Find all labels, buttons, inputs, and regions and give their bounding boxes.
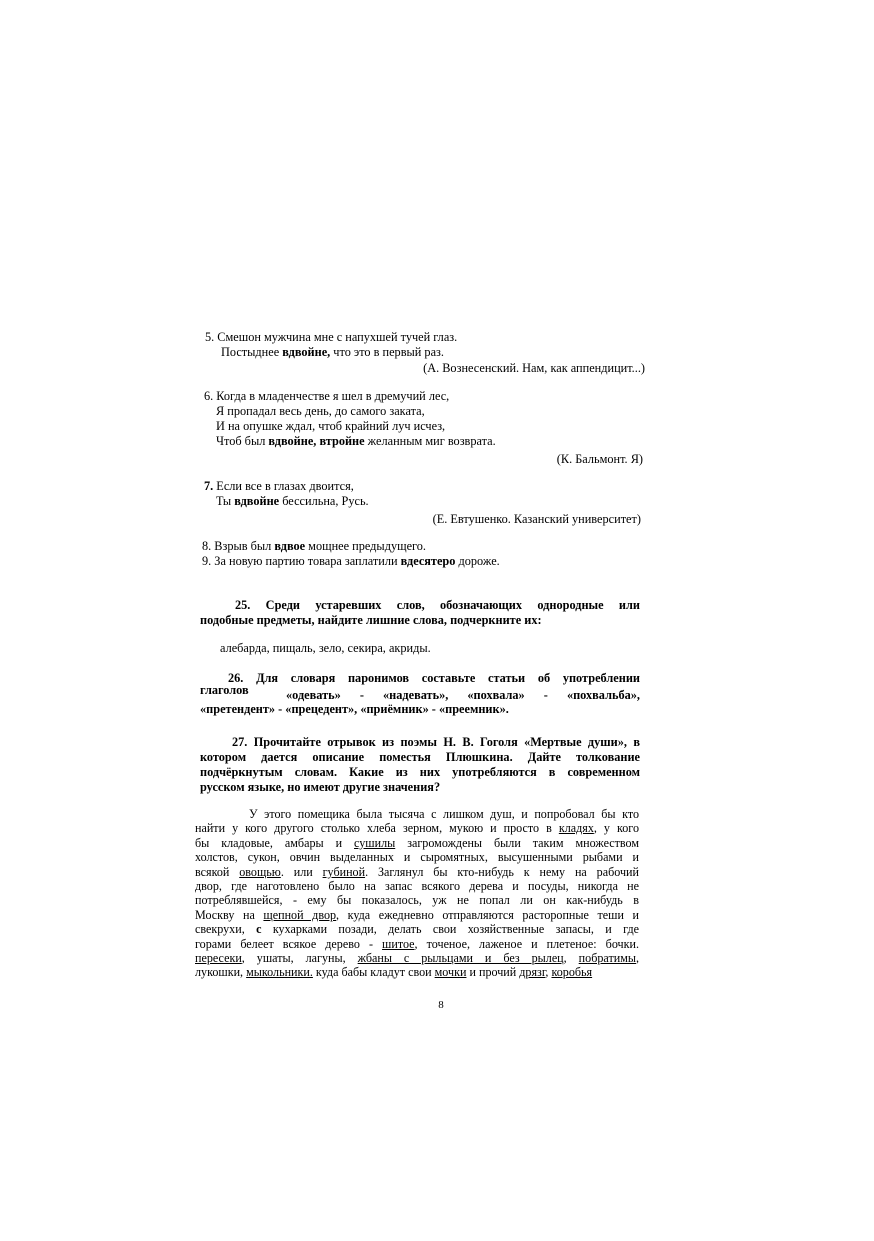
page-number: 8: [438, 999, 444, 1011]
example-9: 9. За новую партию товара заплатили вдесятеро дороже.: [202, 554, 500, 568]
task-25-line-2: подобные предметы, найдите лишние слова, подчеркните их:: [200, 613, 542, 627]
example-6-line-1: 6. Когда в младенчестве я шел в дремучий лес,: [204, 389, 450, 403]
task-27-line-3: подчёркнутым словам. Какие из них употребляются в современном: [200, 765, 640, 779]
gogol-excerpt: [195, 807, 639, 980]
excerpt-line-3: бы кладовые, амбары и сушилы загромождены были таким множеством: [195, 835, 640, 850]
excerpt-line-2: найти у кого другого столько хлеба зерном, мукою и просто в кладях, у кого: [195, 821, 639, 836]
example-7-line-1: 7. Если все в глазах двоится,: [204, 479, 354, 493]
example-7: [204, 479, 641, 527]
example-5-line-2: Постыднее вдвойне, что это в первый раз.: [221, 345, 444, 359]
excerpt-line-4: холстов, сукон, овчин выделанных и сыромятных, высушенными рыбами и: [195, 850, 639, 865]
excerpt-line-1: У этого помещика была тысяча с лишком душ, и попробовал бы кто: [249, 807, 639, 821]
example-6-line-3: И на опушке ждал, чтоб крайний луч исчез,: [216, 419, 446, 433]
task-25-line-1: 25. Среди устаревших слов, обозначающих однородные или: [235, 598, 640, 612]
task-26: [200, 671, 640, 717]
example-5-line-1: 5. Смешон мужчина мне с напухшей тучей глаз.: [205, 330, 458, 344]
excerpt-line-8: Москву на щепной двор, куда ежедневно отправляются расторопные теши и: [195, 907, 639, 922]
example-5-source: (А. Вознесенский. Нам, как аппендицит...): [423, 361, 645, 375]
task-26-line-2: глаголов «одевать» - «надевать», «похвала» - «похвальба»,: [200, 683, 640, 702]
task-27: [200, 735, 640, 795]
excerpt-line-10: горами белеет всякое дерево - шитое, точеное, лаженое и плетеное: бочки.: [195, 936, 640, 951]
excerpt-line-9: свекрухи, с кухарками позади, делать свои хозяйственные запасы, и где: [195, 922, 639, 937]
task-26-line-3: «претендент» - «прецедент», «приёмник» - «преемник».: [200, 702, 509, 716]
task-27-line-2: котором дается описание поместья Плюшкина. Дайте толкование: [200, 750, 640, 764]
excerpt-line-12: лукошки, мыкольники. куда бабы кладут свои мочки и прочий дрязг, коробья: [195, 965, 593, 980]
example-6: [204, 389, 643, 467]
task-25-answer: алебарда, пищаль, зело, секира, акриды.: [220, 641, 431, 655]
excerpt-line-6: двор, где наготовлено было на запас всякого дерева и посуды, никогда не: [195, 879, 639, 894]
task-25: [200, 598, 640, 628]
task-27-line-1: 27. Прочитайте отрывок из поэмы Н. В. Гоголя «Мертвые души», в: [232, 735, 640, 749]
examples-8-9: [202, 539, 642, 569]
excerpt-line-5: всякой овощью. или губиной. Заглянул бы кто-нибудь к нему на рабочий: [195, 864, 639, 879]
example-7-source: (Е. Евтушенко. Казанский университет): [432, 512, 641, 526]
example-8: 8. Взрыв был вдвое мощнее предыдущего.: [202, 539, 426, 553]
example-6-line-2: Я пропадал весь день, до самого заката,: [216, 404, 425, 418]
task-26-line-1: 26. Для словаря паронимов составьте статьи об употреблении: [228, 671, 640, 685]
example-7-line-2: Ты вдвойне бессильна, Русь.: [216, 494, 369, 508]
example-5: [205, 330, 645, 376]
example-6-source: (К. Бальмонт. Я): [556, 452, 643, 466]
excerpt-line-11: пересеки, ушаты, лагуны, жбаны с рыльцами и без рылец, побратимы,: [195, 951, 640, 966]
excerpt-line-7: потреблявшейся, - ему бы показалось, уж не попал ли он как-нибудь в: [195, 893, 639, 908]
example-6-line-4: Чтоб был вдвойне, втройне желанным миг возврата.: [216, 434, 496, 448]
task-27-line-4: русском языке, но имеют другие значения?: [200, 780, 441, 794]
